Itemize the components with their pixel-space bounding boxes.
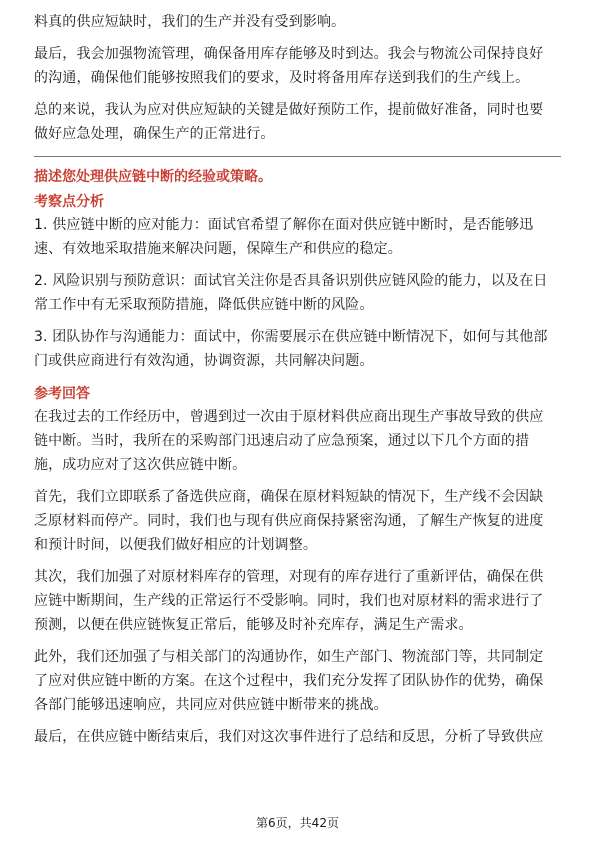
analysis-heading: 考察点分析 [34,194,104,210]
answer-line: 在我过去的工作经历中，曾遇到过一次由于原材料供应商出现生产事故导致的供应 [34,409,544,425]
analysis-line: 2. 风险识别与预防意识：面试官关注你是否具备识别供应链风险的能力，以及在日 [34,273,548,289]
analysis-line: 3. 团队协作与沟通能力：面试中，你需要展示在供应链中断情况下，如何与其他部 [34,329,548,345]
analysis-line: 常工作中有无采取预防措施，降低供应链中断的风险。 [34,297,374,313]
answer-line: 了应对供应链中断的方案。在这个过程中，我们充分发挥了团队协作的优势，确保 [34,673,544,689]
answer-line: 其次，我们加强了对原材料库存的管理，对现有的库存进行了重新评估，确保在供 [34,569,544,585]
answer-line: 各部门能够迅速响应，共同应对供应链中断带来的挑战。 [34,697,388,713]
analysis-line: 1. 供应链中断的应对能力：面试官希望了解你在面对供应链中断时，是否能够迅 [34,217,534,233]
analysis-line: 门或供应商进行有效沟通，协调资源，共同解决问题。 [34,353,374,369]
answer-paragraph [34,565,564,637]
answer-line: 链中断。当时，我所在的采购部门迅速启动了应急预案，通过以下几个方面的措 [34,433,530,449]
analysis-line: 速、有效地采取措施来解决问题，保障生产和供应的稳定。 [34,241,402,257]
question-title: 描述您处理供应链中断的经验或策略。 [34,169,272,185]
answer-line: 施，成功应对了这次供应链中断。 [34,457,247,473]
section-divider [34,156,561,157]
answer-line: 应链中断期间，生产线的正常运行不受影响。同时，我们也对原材料的需求进行了 [34,593,544,609]
analysis-point [34,269,564,317]
analysis-point [34,213,564,261]
intro-line: 料真的供应短缺时，我们的生产并没有受到影响。 [34,14,346,30]
answer-paragraph [34,405,564,477]
answer-paragraph [34,485,564,557]
intro-line: 做好应急处理，确保生产的正常进行。 [34,126,275,142]
answer-line: 预测，以便在供应链恢复正常后，能够及时补充库存，满足生产需求。 [34,617,473,633]
answer-line: 最后，在供应链中断结束后，我们对这次事件进行了总结和反思，分析了导致供应 [34,729,544,745]
intro-section [34,10,564,146]
document-page [34,0,564,749]
intro-line: 最后，我会加强物流管理，确保备用库存能够及时到达。我会与物流公司保持良好 [34,46,544,62]
answer-heading: 参考回答 [34,386,90,402]
answer-line: 首先，我们立即联系了备选供应商，确保在原材料短缺的情况下，生产线不会因缺 [34,489,544,505]
answer-paragraph [34,725,564,749]
page-number: 第6页，共42页 [256,816,339,830]
intro-line: 总的来说，我认为应对供应短缺的关键是做好预防工作，提前做好准备，同时也要 [34,102,544,118]
answer-line: 和预计时间，以便我们做好相应的计划调整。 [34,537,317,553]
answer-paragraph [34,645,564,717]
analysis-point [34,325,564,373]
intro-line: 的沟通，确保他们能够按照我们的要求，及时将备用库存送到我们的生产线上。 [34,70,530,86]
answer-line: 乏原材料而停产。同时，我们也与现有供应商保持紧密沟通，了解生产恢复的进度 [34,513,544,529]
answer-line: 此外，我们还加强了与相关部门的沟通协作，如生产部门、物流部门等，共同制定 [34,649,544,665]
